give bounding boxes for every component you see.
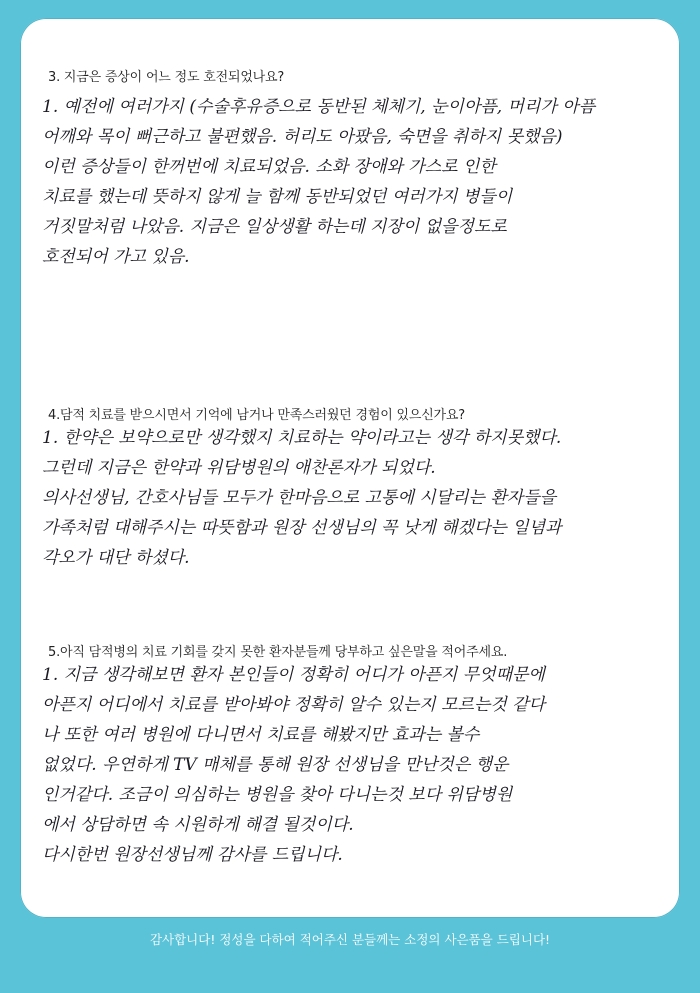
answer-line: 다시한번 원장선생님께 감사를 드립니다. xyxy=(42,845,343,865)
answer-line: 어깨와 목이 뻐근하고 불편했음. 허리도 아팠음, 숙면을 취하지 못했음) xyxy=(42,127,563,147)
question-3-label: 3. 지금은 증상이 어느 정도 호전되었나요? xyxy=(48,70,285,85)
answer-line: 1. 예전에 여러가지 (수술후유증으로 동반된 체체기, 눈이아픔, 머리가 아픔 xyxy=(42,97,596,117)
answer-4-handwriting xyxy=(42,423,677,573)
answer-line: 그런데 지금은 한약과 위담병원의 애찬론자가 되었다. xyxy=(42,458,436,478)
answer-line: 1. 지금 생각해보면 환자 본인들이 정확히 어디가 아픈지 무엇때문에 xyxy=(42,665,545,685)
answer-line: 거짓말처럼 나았음. 지금은 일상생활 하는데 지장이 없을정도로 xyxy=(42,217,507,237)
answer-line: 아픈지 어디에서 치료를 받아봐야 정확히 알수 있는지 모르는것 같다 xyxy=(42,695,546,715)
answer-line: 의사선생님, 간호사님들 모두가 한마음으로 고통에 시달리는 환자들을 xyxy=(42,488,557,508)
question-5-label: 5.아직 담적병의 치료 기회를 갖지 못한 환자분들께 당부하고 싶은말을 적어주세요. xyxy=(48,645,508,660)
answer-line: 치료를 했는데 뜻하지 않게 늘 함께 동반되었던 여러가지 병들이 xyxy=(42,187,513,207)
answer-line: 호전되어 가고 있음. xyxy=(42,247,190,267)
answer-line: 나 또한 여러 병원에 다니면서 치료를 해봤지만 효과는 볼수 xyxy=(42,725,480,745)
question-4-label: 4.담적 치료를 받으시면서 기억에 남거나 만족스러웠던 경험이 있으신가요? xyxy=(48,408,465,423)
answer-line: 에서 상담하면 속 시원하게 해결 될것이다. xyxy=(42,815,354,835)
answer-line: 1. 한약은 보약으로만 생각했지 치료하는 약이라고는 생각 하지못했다. xyxy=(42,428,562,448)
answer-line: 가족처럼 대해주시는 따뜻함과 원장 선생님의 꼭 낫게 해겠다는 일념과 xyxy=(42,518,562,538)
answer-5-handwriting xyxy=(42,660,677,870)
answer-line: 인거같다. 조금이 의심하는 병원을 찾아 다니는것 보다 위담병원 xyxy=(42,785,513,805)
answer-line: 이런 증상들이 한꺼번에 치료되었음. 소화 장애와 가스로 인한 xyxy=(42,157,496,177)
answer-3-handwriting xyxy=(42,92,677,272)
answer-line: 각오가 대단 하셨다. xyxy=(42,548,190,568)
footer-thanks: 감사합니다! 정성을 다하여 적어주신 분들께는 소정의 사은품을 드립니다! xyxy=(149,932,551,947)
answer-line: 없었다. 우연하게 TV 매체를 통해 원장 선생님을 만난것은 행운 xyxy=(42,755,509,775)
